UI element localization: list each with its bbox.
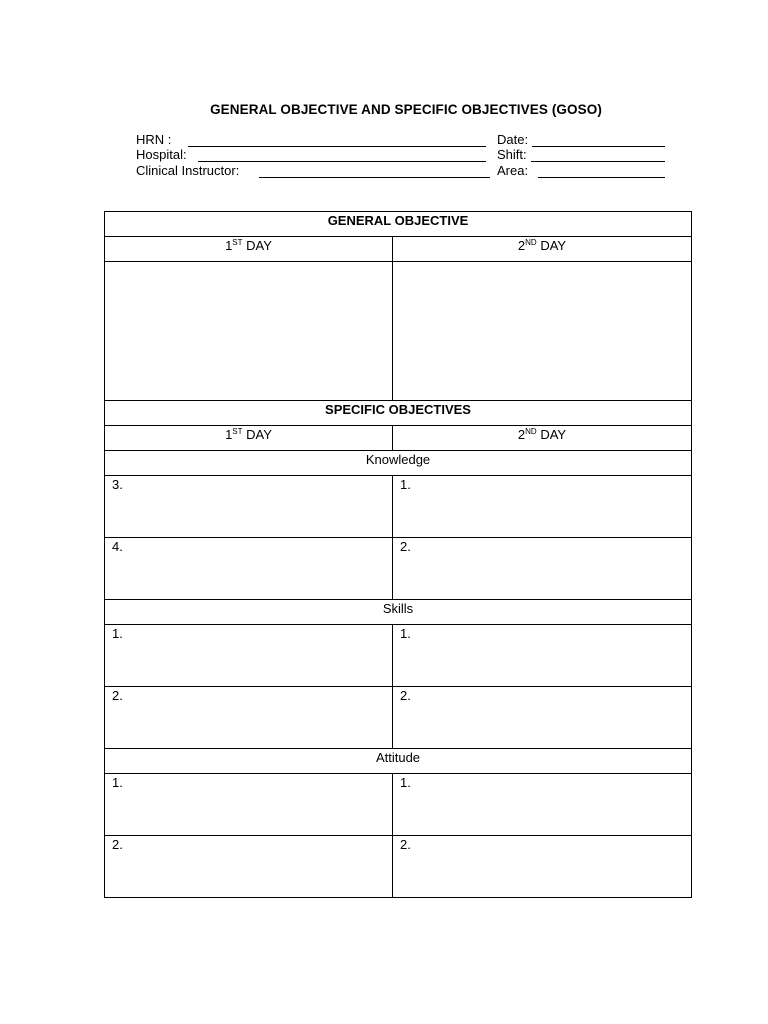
go-day1-num: 1: [225, 238, 233, 253]
hospital-line[interactable]: [198, 161, 486, 162]
clinical-instructor-label: Clinical Instructor:: [136, 163, 240, 178]
shift-line[interactable]: [531, 161, 665, 162]
attitude-day1-item[interactable]: 2.: [105, 836, 393, 898]
knowledge-day1-item[interactable]: 3.: [105, 476, 393, 538]
knowledge-day2-item[interactable]: 2.: [393, 538, 692, 600]
goso-table: [104, 211, 692, 898]
skills-day1-item[interactable]: 2.: [105, 687, 393, 749]
so-day2-sup: ND: [525, 427, 537, 436]
date-label: Date:: [497, 132, 529, 147]
shift-field[interactable]: [497, 147, 665, 163]
area-label: Area:: [497, 163, 529, 178]
knowledge-day1-item[interactable]: 4.: [105, 538, 393, 600]
date-field[interactable]: [497, 132, 665, 148]
attitude-day2-item[interactable]: 2.: [393, 836, 692, 898]
knowledge-section-label: Knowledge: [105, 451, 692, 476]
go-day1-sup: ST: [232, 238, 243, 247]
skills-section-label: Skills: [105, 600, 692, 625]
knowledge-day2-item[interactable]: 1.: [393, 476, 692, 538]
clinical-instructor-field[interactable]: [136, 163, 490, 179]
hrn-label: HRN :: [136, 132, 172, 147]
attitude-day2-item[interactable]: 1.: [393, 774, 692, 836]
go-day2-word: DAY: [536, 238, 567, 253]
go-day2-header: [393, 237, 692, 262]
hospital-label: Hospital:: [136, 147, 187, 162]
so-day2-num: 2: [517, 427, 526, 442]
hospital-field[interactable]: [136, 147, 486, 163]
so-day1-sup: ST: [232, 427, 243, 436]
so-day1-word: DAY: [242, 427, 272, 442]
document-title: GENERAL OBJECTIVE AND SPECIFIC OBJECTIVES (GOSO): [210, 102, 602, 117]
go-day1-header: [105, 237, 393, 262]
skills-day1-item[interactable]: 1.: [105, 625, 393, 687]
go-day2-entry[interactable]: [393, 262, 692, 401]
go-day1-word: DAY: [242, 238, 272, 253]
go-day1-entry[interactable]: [105, 262, 393, 401]
go-day2-sup: ND: [525, 238, 537, 247]
shift-label: Shift:: [497, 147, 527, 162]
attitude-day1-item[interactable]: 1.: [105, 774, 393, 836]
so-day2-header: [393, 426, 692, 451]
hrn-field[interactable]: [136, 132, 486, 148]
general-objective-heading: GENERAL OBJECTIVE: [105, 212, 692, 237]
clinical-instructor-line[interactable]: [259, 177, 490, 178]
so-day1-header: [105, 426, 393, 451]
area-line[interactable]: [538, 177, 665, 178]
skills-day2-item[interactable]: 2.: [393, 687, 692, 749]
skills-day2-item[interactable]: 1.: [393, 625, 692, 687]
go-day2-num: 2: [517, 238, 526, 253]
specific-objectives-heading: SPECIFIC OBJECTIVES: [105, 401, 692, 426]
area-field[interactable]: [497, 163, 665, 179]
attitude-section-label: Attitude: [105, 749, 692, 774]
so-day2-word: DAY: [536, 427, 567, 442]
so-day1-num: 1: [225, 427, 233, 442]
